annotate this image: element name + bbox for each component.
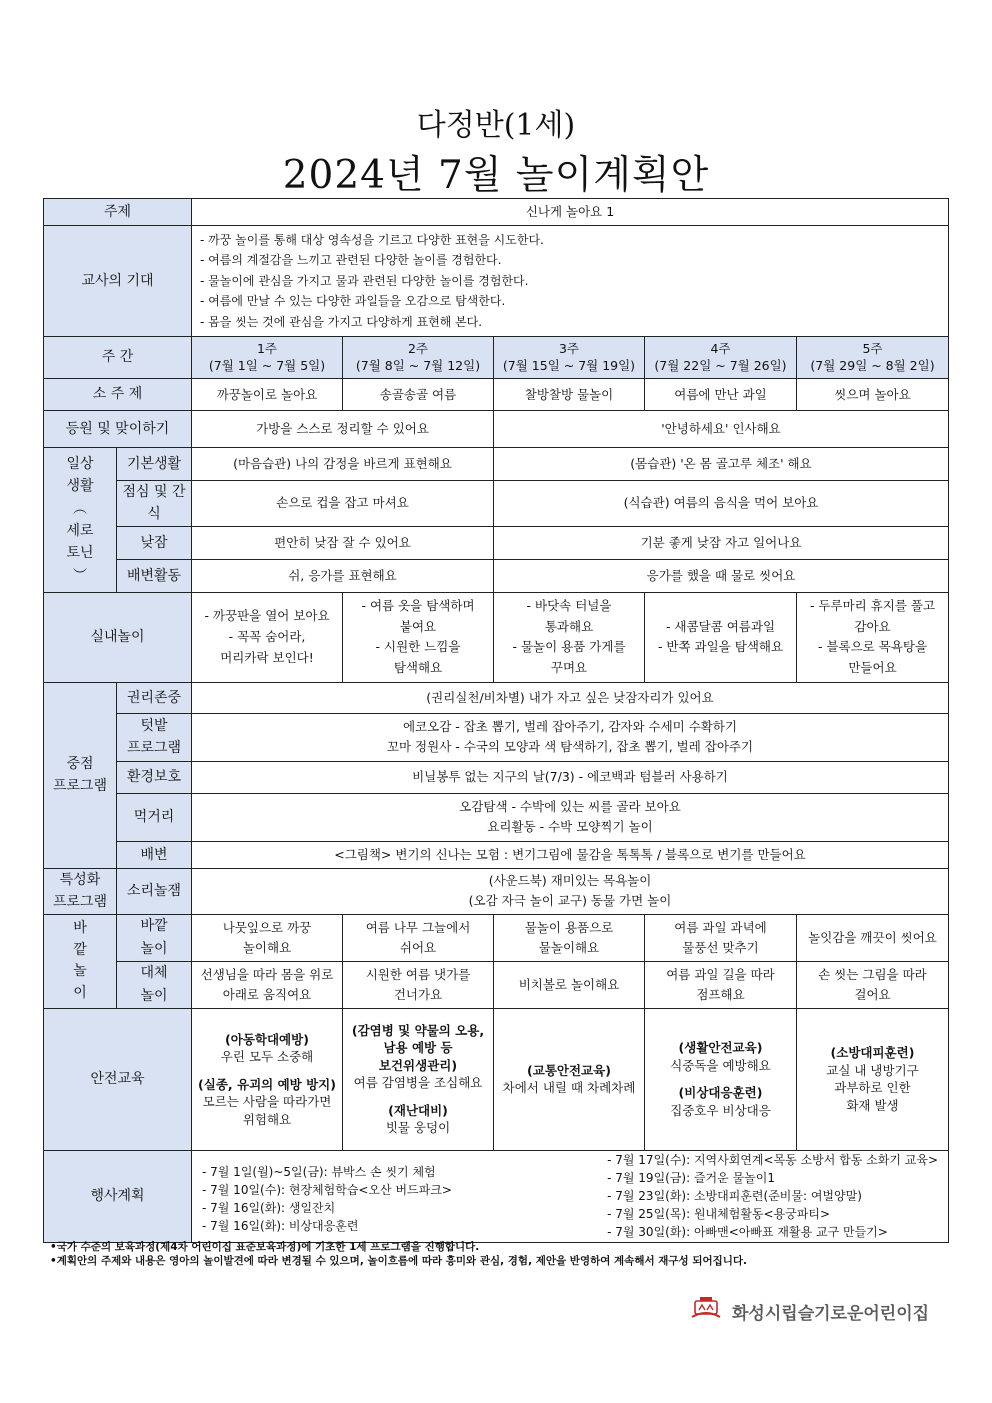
daycare-name: 화성시립슬기로운어린이집 [732,1303,930,1324]
sound-play-label: 소리놀잼 [117,868,192,914]
subtopic-cell: 여름에 만난 과일 [645,379,797,411]
outdoor-cell: 물놀이 용품으로 물놀이해요 [494,914,645,961]
outdoor-group-label: 바 깥 놀 이 [44,914,117,1008]
rights-label: 권리존중 [117,682,192,713]
food-value: 오감탐색 - 수박에 있는 씨를 골라 보아요 요리활동 - 수박 모양찍기 놀이 [192,793,949,841]
plan-table [43,198,949,1243]
safety-cell: (생활안전교육) 식중독을 예방해요 (비상대응훈련) 집중호우 비상대응 [645,1008,797,1150]
toilet-a: 쉬, 응가를 표현해요 [192,559,494,592]
event-item: - 7월 1일(월)~5일(금): 뷰박스 손 씻기 체험 [202,1165,436,1180]
arrival-label: 등원 및 맞이하기 [44,411,192,448]
nap-a: 편안히 낮잠 잘 수 있어요 [192,526,494,559]
outdoor-play-label: 바깥 놀이 [117,914,192,961]
sound-play-value: (사운드북) 재미있는 목욕놀이 (오감 자극 놀이 교구) 동물 가면 놀이 [192,868,949,914]
rights-value: (권리실천/비차별) 내가 자고 싶은 낮잠자리가 있어요 [192,682,949,713]
meal-a: 손으로 컵을 잡고 마셔요 [192,481,494,527]
indoor-cell: - 두루마리 휴지를 풀고 감아요 - 블록으로 목욕탕을 만들어요 [797,592,949,682]
crest-icon [688,1295,724,1327]
expectation-item: - 몸을 씻는 것에 관심을 가지고 다양하게 표현해 본다. [200,314,483,329]
events-left [202,1151,452,1241]
week-header: 2주 (7월 8일 ~ 7월 12일) [343,337,494,379]
env-value: 비닐봉투 없는 지구의 날(7/3) - 에코백과 텀블러 사용하기 [192,761,949,793]
meal-b: (식습관) 여름의 음식을 먹어 보아요 [494,481,949,527]
week-header: 3주 (7월 15일 ~ 7월 19일) [494,337,645,379]
alt-cell: 여름 과일 길을 따라 점프해요 [645,961,797,1008]
event-item: - 7월 30일(화): 아빠맨<아빠표 재활용 교구 만들기> [607,1225,888,1240]
basic-life-a: (마음습관) 나의 감정을 바르게 표현해요 [192,448,494,481]
safety-cell: (감염병 및 약물의 오용, 남용 예방 등 보건위생관리) 여름 감염병을 조심해요 (재난대비) 빗물 웅덩이 [343,1008,494,1150]
event-item: - 7월 23일(화): 소방대피훈련(준비물: 여벌양말) [607,1189,862,1204]
events-right [607,1151,938,1241]
daycare-logo [688,1295,929,1327]
week-header: 4주 (7월 22일 ~ 7월 26일) [645,337,797,379]
meal-label: 점심 및 간식 [117,481,192,527]
indoor-cell: - 바닷속 터널을 통과해요 - 물놀이 용품 가게를 꾸며요 [494,592,645,682]
alt-play-label: 대체 놀이 [117,961,192,1008]
outdoor-cell: 여름 과일 과녁에 물풍선 맞추기 [645,914,797,961]
expectation-label: 교사의 기대 [44,226,192,337]
daily-group-label: 일상 생활 ︵ 세로 토닌 ︶ [44,448,117,593]
event-item: - 7월 10일(수): 현장체험학습<오산 버드파크> [202,1183,452,1198]
event-item: - 7월 16일(화): 생일잔치 [202,1201,336,1216]
food-label: 먹거리 [117,793,192,841]
potty-label: 배변 [117,841,192,868]
indoor-label: 실내놀이 [44,592,192,682]
arrival-b: '안녕하세요' 인사해요 [494,411,949,448]
expectation-item: - 까꿍 놀이를 통해 대상 영속성을 기르고 다양한 표현을 시도한다. [200,233,544,248]
focus-group-label: 중점 프로그램 [44,682,117,868]
alt-cell: 손 씻는 그림을 따라 걸어요 [797,961,949,1008]
special-group-label: 특성화 프로그램 [44,868,117,914]
expectation-item: - 여름에 만날 수 있는 다양한 과일들을 오감으로 탐색한다. [200,294,506,309]
safety-label: 안전교육 [44,1008,192,1150]
expectation-item: - 여름의 계절감을 느끼고 관련된 다양한 놀이를 경험한다. [200,253,502,268]
event-item: - 7월 19일(금): 즐거운 물놀이1 [607,1171,775,1186]
alt-cell: 선생님을 따라 몸을 위로 아래로 움직여요 [192,961,343,1008]
alt-cell: 비치볼로 놀이해요 [494,961,645,1008]
event-item: - 7월 16일(화): 비상대응훈련 [202,1219,359,1234]
safety-cell: (아동학대예방) 우린 모두 소중해 (실종, 유괴의 예방 방지) 모르는 사람을 따라가면 위험해요 [192,1008,343,1150]
outdoor-cell: 여름 나무 그늘에서 쉬어요 [343,914,494,961]
events-value [192,1150,949,1242]
class-title: 다정반(1세) [416,108,576,143]
expectation-item: - 물놀이에 관심을 가지고 물과 관련된 다양한 놀이를 경험한다. [200,273,529,288]
garden-value: 에코오감 - 잡초 뽑기, 벌레 잡아주기, 감자와 수세미 수확하기 꼬마 정원사 - 수국의 모양과 색 탐색하기, 잡초 뽑기, 벌레 잡아주기 [192,713,949,761]
potty-value: <그림책> 변기의 신나는 모험 : 변기그림에 물감을 톡톡톡 / 블록으로 변기를 만들어요 [192,841,949,868]
subtopic-label: 소 주 제 [44,379,192,411]
event-item: - 7월 17일(수): 지역사회연계<목동 소방서 합동 소화기 교육> [607,1153,938,1168]
footnote: •계획안의 주제와 내용은 영아의 놀이발견에 따라 변경될 수 있으며, 놀이흐름에 따라 흥미와 관심, 경험, 제안을 반영하여 계속해서 재구성 되어집니다. [50,1255,748,1268]
basic-life-b: (몸습관) '온 몸 골고루 체조' 해요 [494,448,949,481]
week-header: 5주 (7월 29일 ~ 8월 2일) [797,337,949,379]
env-label: 환경보호 [117,761,192,793]
indoor-cell: - 여름 옷을 탐색하며 붙여요 - 시원한 느낌을 탐색해요 [343,592,494,682]
week-header: 1주 (7월 1일 ~ 7월 5일) [192,337,343,379]
outdoor-cell: 놀잇감을 깨끗이 씻어요 [797,914,949,961]
plan-title: 2024년 7월 놀이계획안 [282,153,710,198]
weeks-label: 주 간 [44,337,192,379]
safety-cell: (교통안전교육) 차에서 내릴 때 차례차례 [494,1008,645,1150]
theme-label: 주제 [44,199,192,226]
event-item: - 7월 25일(목): 원내체험활동<용궁파티> [607,1207,830,1222]
events-label: 행사계획 [44,1150,192,1242]
subtopic-cell: 찰방찰방 물놀이 [494,379,645,411]
subtopic-cell: 씻으며 놀아요 [797,379,949,411]
subtopic-cell: 까꿍놀이로 놀아요 [192,379,343,411]
subtopic-cell: 송골송골 여름 [343,379,494,411]
indoor-cell: - 새콤달콤 여름과일 - 반쪽 과일을 탐색해요 [645,592,797,682]
footnote: •국가 수준의 보육과정(제4차 어린이집 표준보육과정)에 기초한 1세 프로그램을 진행합니다. [50,1241,480,1253]
footnotes [50,1240,747,1268]
theme-value: 신나게 놀아요 1 [192,199,949,226]
arrival-a: 가방을 스스로 정리할 수 있어요 [192,411,494,448]
toilet-label: 배변활동 [117,559,192,592]
nap-label: 낮잠 [117,526,192,559]
indoor-cell: - 까꿍판을 열어 보아요 - 꼭꼭 숨어라, 머리카락 보인다! [192,592,343,682]
garden-label: 텃밭 프로그램 [117,713,192,761]
basic-life-label: 기본생활 [117,448,192,481]
safety-cell: (소방대피훈련) 교실 내 냉방기구 과부하로 인한 화재 발생 [797,1008,949,1150]
expectation-list [192,226,949,337]
toilet-b: 응가를 했을 때 물로 씻어요 [494,559,949,592]
alt-cell: 시원한 여름 냇가를 건너가요 [343,961,494,1008]
nap-b: 기분 좋게 낮잠 자고 일어나요 [494,526,949,559]
outdoor-cell: 나뭇잎으로 까꿍 놀이해요 [192,914,343,961]
